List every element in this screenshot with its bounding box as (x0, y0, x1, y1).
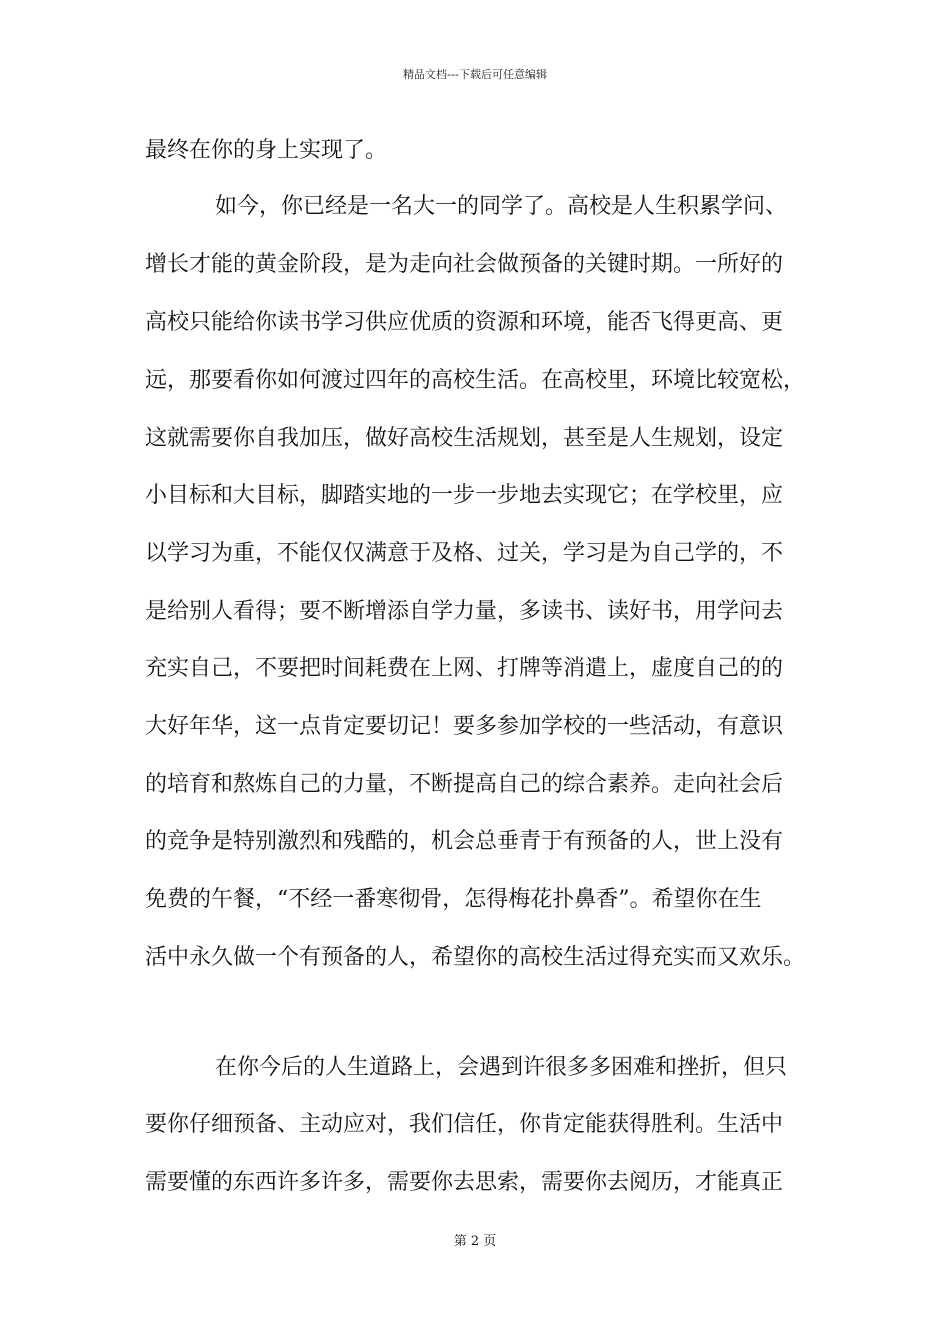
text-line: 增长才能的黄金阶段，是为走向社会做预备的关键时期。一所好的 (145, 252, 784, 277)
text-line: 活中永久做一个有预备的人，希望你的高校生活过得充实而又欢乐。 (145, 945, 806, 970)
text-line: 免费的午餐，“不经一番寒彻骨，怎得梅花扑鼻香”。希望你在生 (145, 887, 762, 912)
text-line: 远，那要看你如何渡过四年的高校生活。在高校里，环境比较宽松， (145, 368, 806, 393)
text-line: 高校只能给你读书学习供应优质的资源和环境，能否飞得更高、更 (145, 310, 784, 335)
text-line: 的培育和熬炼自己的力量，不断提高自己的综合素养。走向社会后 (145, 772, 784, 797)
text-line: 需要懂的东西许多许多，需要你去思索，需要你去阅历，才能真正 (145, 1170, 784, 1195)
text-line: 要你仔细预备、主动应对，我们信任，你肯定能获得胜利。生活中 (145, 1112, 784, 1137)
text-line: 是给别人看得；要不断增添自学力量，多读书、读好书，用学问去 (145, 599, 784, 624)
text-line: 大好年华，这一点肯定要切记！要多参加学校的一些活动，有意识 (145, 714, 784, 739)
text-line: 最终在你的身上实现了。 (145, 138, 388, 163)
text-line: 如今，你已经是一名大一的同学了。高校是人生积累学问、 (215, 194, 788, 219)
text-line: 的竞争是特别激烈和残酷的，机会总垂青于有预备的人，世上没有 (145, 829, 784, 854)
page-header: 精品文档---下载后可任意编辑 (403, 68, 547, 81)
text-line: 这就需要你自我加压，做好高校生活规划，甚至是人生规划，设定 (145, 426, 784, 451)
text-line: 小目标和大目标，脚踏实地的一步一步地去实现它；在学校里，应 (145, 483, 784, 508)
text-line: 充实自己，不要把时间耗费在上网、打牌等消遣上，虚度自己的的 (145, 656, 784, 681)
text-line: 以学习为重，不能仅仅满意于及格、过关，学习是为自己学的，不 (145, 541, 784, 566)
text-line: 在你今后的人生道路上，会遇到许很多多困难和挫折，但只 (215, 1055, 788, 1080)
page-number: 第 2 页 (453, 1234, 497, 1249)
